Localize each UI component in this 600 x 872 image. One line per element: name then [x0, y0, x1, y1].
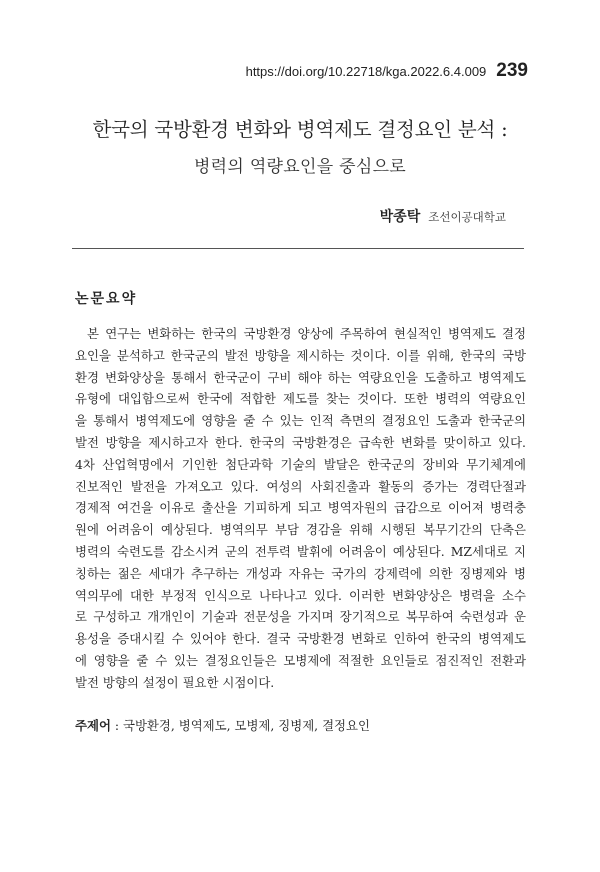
page-number: 239: [496, 60, 528, 81]
abstract-line: 로 구성하고 개개인이 기술과 전문성을 가지며 장기적으로 복무하여 숙련성과 운: [75, 609, 526, 625]
abstract-heading: 논문요약: [75, 290, 138, 306]
running-header: [246, 60, 528, 82]
abstract-line: 을 통해서 병역제도에 영향을 줄 수 있는 인적 측면의 결정요인 도출과 한국군의: [75, 413, 526, 429]
abstract-line: 본 연구는 변화하는 한국의 국방환경 양상에 주목하여 현실적인 병역제도 결정: [87, 326, 526, 341]
abstract-line: 4차 산업혁명에서 기인한 첨단과학 기술의 발달은 한국군의 장비와 무기체계에: [75, 456, 526, 472]
abstract-line: 유형에 대입함으로써 한국에 적합한 제도를 찾는 것이다. 또한 병력의 역량요인: [75, 391, 526, 407]
paper-subtitle: 병력의 역량요인을 중심으로: [193, 157, 407, 177]
paper-title: 한국의 국방환경 변화와 병역제도 결정요인 분석 :: [92, 118, 508, 141]
abstract-line: 칭하는 젊은 세대가 추구하는 개성과 자유는 국가의 강제력에 의한 징병제와 병: [75, 565, 526, 581]
abstract-line: 에 영향을 줄 수 있는 결정요인들은 모병제에 적절한 요인들로 점진적인 전환과: [75, 652, 526, 668]
doi-link[interactable]: https://doi.org/10.22718/kga.2022.6.4.009: [245, 64, 487, 79]
abstract-line: 원에 어려움이 예상된다. 병역의무 부담 경감을 위해 시행된 복무기간의 단축은: [75, 522, 526, 538]
author-affiliation: 조선이공대학교: [428, 210, 506, 224]
author-block: [380, 206, 506, 226]
abstract-line: 역의무에 대한 부정적 인식으로 나타나고 있다. 이러한 변화양상은 병력을 소수: [75, 587, 526, 603]
abstract-line: 진보적인 발전을 가져오고 있다. 여성의 사회진출과 활동의 증가는 경력단절과: [75, 478, 526, 494]
header-divider: [72, 248, 524, 249]
keywords-list: 국방환경, 병역제도, 모병제, 징병제, 결정요인: [122, 718, 370, 733]
abstract-line: 용성을 증대시킬 수 있어야 한다. 결국 국방환경 변화로 인하여 한국의 병역제도: [75, 631, 526, 647]
abstract-body: [75, 323, 526, 694]
abstract-line: 발전 방향을 제시하고자 한다. 한국의 국방환경은 급속한 변화를 맞이하고 있다.: [75, 434, 526, 450]
author-name: 박종탁: [379, 209, 421, 225]
keywords-line: [75, 716, 370, 734]
abstract-line: 발전 방향의 설정이 필요한 시점이다.: [75, 674, 275, 690]
keywords-label: 주제어: [75, 719, 111, 733]
abstract-line: 요인을 분석하고 한국군의 발전 방향을 제시하는 것이다. 이를 위해, 한국의 국방: [75, 347, 526, 363]
abstract-line: 경제적 여건을 이유로 출산을 기피하게 되고 병역자원의 급감으로 이어져 병력충: [75, 500, 526, 516]
keywords-separator: :: [110, 718, 123, 733]
abstract-line: 환경 변화양상을 통해서 한국군이 구비 해야 하는 역량요인을 도출하고 병역제도: [75, 369, 526, 385]
abstract-line: 병력의 숙련도를 감소시켜 군의 전투력 발휘에 어려움이 예상된다. MZ세대로 지: [75, 543, 526, 559]
